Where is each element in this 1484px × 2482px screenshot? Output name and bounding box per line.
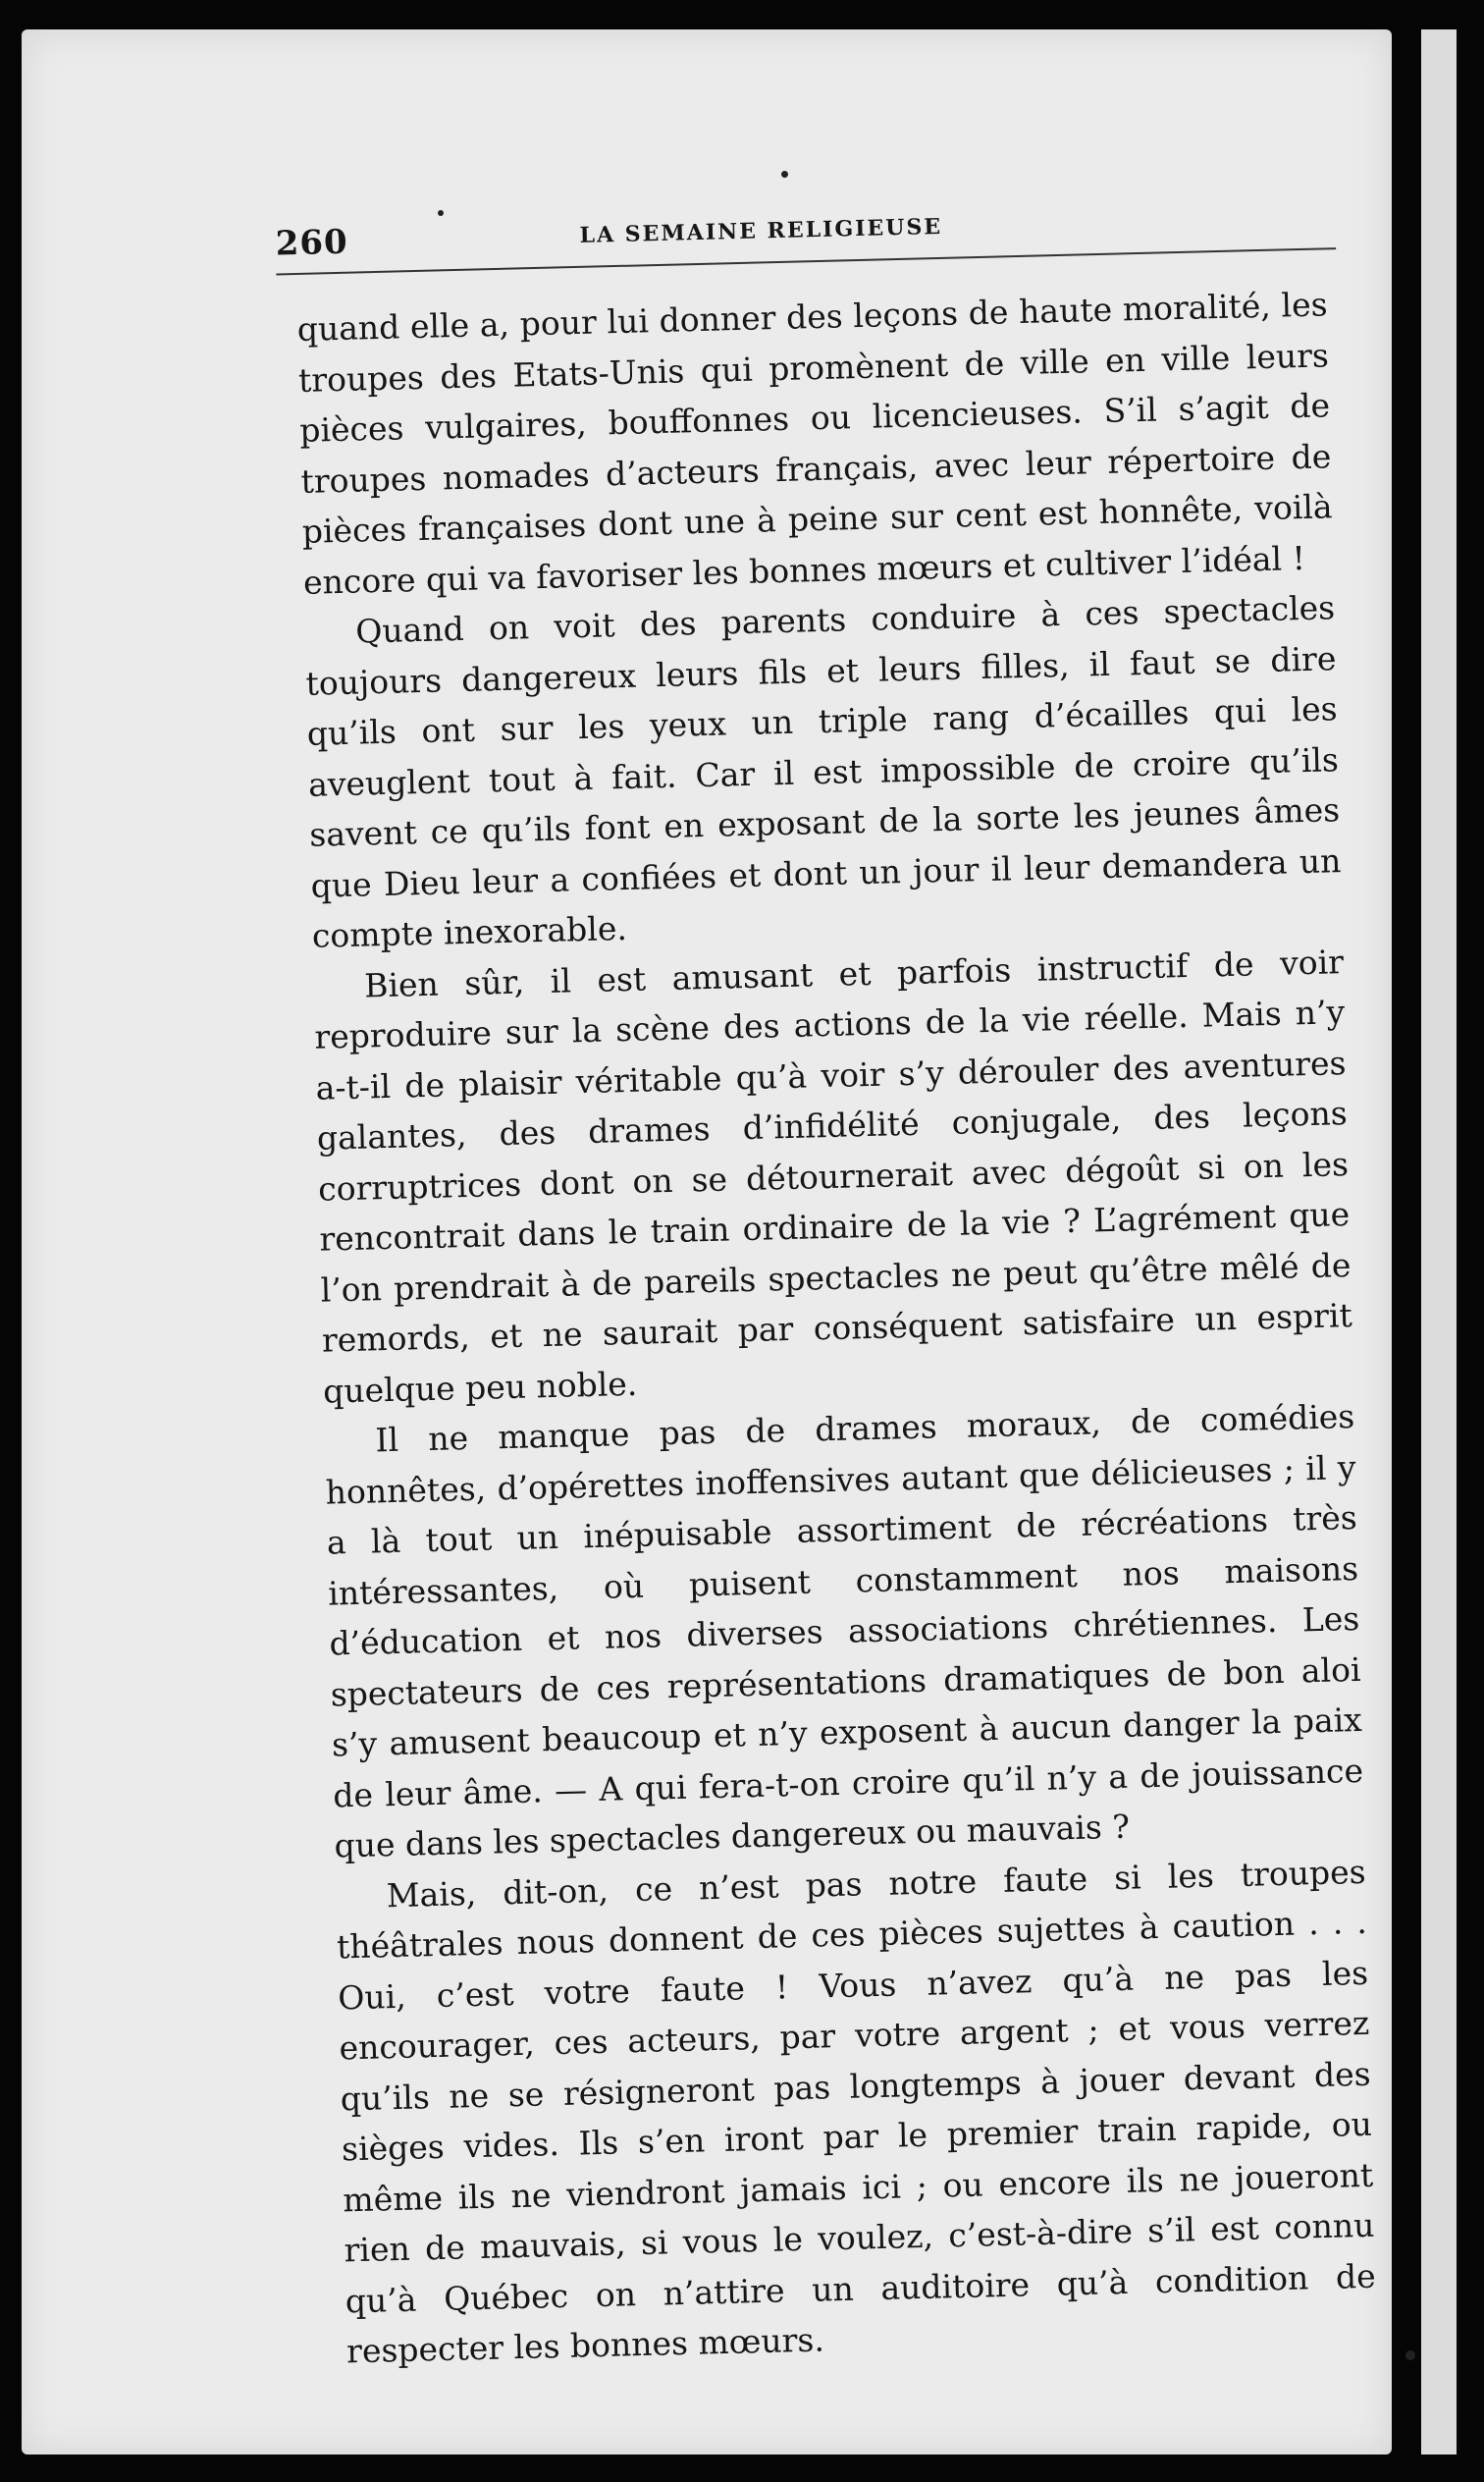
paragraph: Bien sûr, il est amusant et parfois instructif de voir reproduire sur la scène des actions de la vie réelle. Mais n’y a-t-il de plaisir véritable qu’à voir s’y dérouler des aventures galantes, des drames d’infidélité conjugale, des leçons corruptrices dont on se détournerait avec dégoût si on les rencontrait dans le train ordinaire de la vie ? L’agrément que l’on prendrait à de pareils spectacles ne peut qu’être mêlé de remords, et ne saurait par conséquent satisfaire un esprit quelque peu noble. xyxy=(313,942,1353,1411)
running-title: LA SEMAINE RELIGIEUSE xyxy=(579,213,943,248)
paragraph: Quand on voit des parents conduire à ces spectacles toujours dangereux leurs fils et leurs filles, il faut se dire qu’ils ont sur les yeux un triple rang d’écailles qui les aveuglent tout à fait. Car il est impossible de croire qu’ils savent ce qu’ils font en exposant de la sorte les jeunes âmes que Dieu leur a confiées et dont un jour il leur demandera un compte inexorable. xyxy=(305,588,1342,955)
body-text xyxy=(296,279,1377,2377)
page-content xyxy=(275,190,1377,2376)
adjacent-page-edge xyxy=(1421,29,1457,2455)
header-rule xyxy=(276,247,1336,275)
paragraph: quand elle a, pour lui donner des leçons de haute moralité, les troupes des Etats-Unis qui promènent de ville en ville leurs pièces vulgaires, bouffonnes ou licencieuses. S’il s’agit de troupes nomades d’acteurs français, avec leur répertoire de pièces françaises dont une à peine sur cent est honnête, voilà encore qui va favoriser les bonnes mœurs et cultiver l’idéal ! xyxy=(296,285,1334,602)
paragraph: Mais, dit-on, ce n’est pas notre faute si les troupes théâtrales nous donnent de ces pièces sujettes à caution . . . Oui, c’est votre faute ! Vous n’avez qu’à ne pas les encourager, ces acteurs, par votre argent ; et vous verrez qu’ils ne se résigneront pas longtemps à jouer devant des sièges vides. Ils s’en iront par le premier train rapide, ou même ils ne viendront jamais ici ; ou encore ils ne joueront rien de mauvais, si vous le voulez, c’est-à-dire s’il est connu qu’à Québec on n’attire un auditoire qu’à condition de respecter les bonnes mœurs. xyxy=(336,1852,1377,2371)
paragraph: Il ne manque pas de drames moraux, de comédies honnêtes, d’opérettes inoffensives autant que délicieuses ; il y a là tout un inépuisable assortiment de récréations très intéressantes, où puisent constamment nos maisons d’éducation et nos diverses associations chrétiennes. Les spectateurs de ces représentations dramatiques de bon aloi s’y amusent beaucoup et n’y exposent à aucun danger la paix de leur âme. — A qui fera-t-on croire qu’il n’y a de jouissance que dans les spectacles dangereux ou mauvais ? xyxy=(325,1396,1364,1865)
dust-speck xyxy=(781,171,788,178)
page-number: 260 xyxy=(275,222,349,264)
dust-speck xyxy=(1405,2350,1415,2360)
